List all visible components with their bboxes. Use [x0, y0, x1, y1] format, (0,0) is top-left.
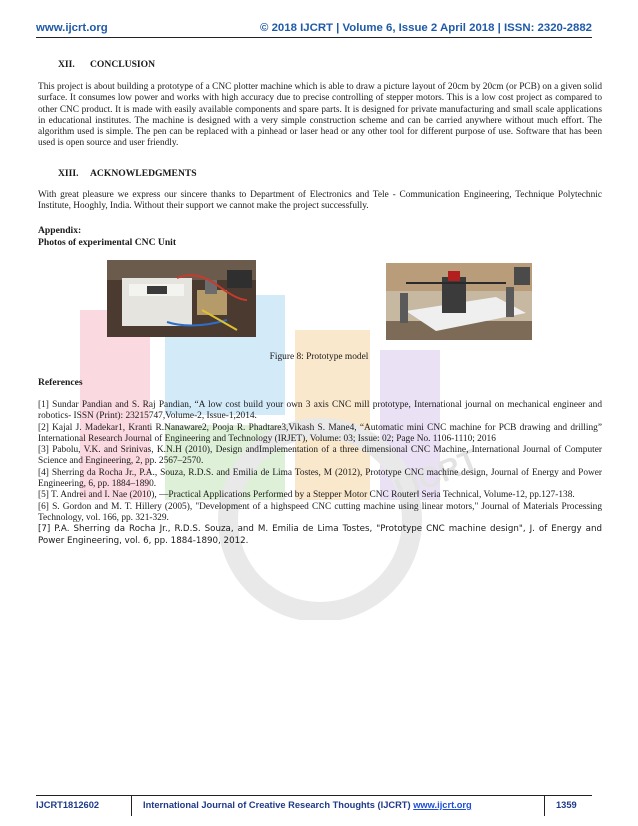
acknowledgments-heading: [58, 168, 197, 179]
conclusion-heading: [58, 59, 155, 70]
reference-item: [4] Sherring da Rocha Jr., P.A., Souza, R.D.S. and Emilia de Lima Tostes, M (2012), Prototype CNC machine design, Journal of Energy and Power Engineering, 6, pp. 1884–1890.: [38, 467, 602, 490]
watermark-text: IJCRT: [390, 443, 483, 507]
reference-item: [1] Sundar Pandian and S. Raj Pandian, “A low cost build your own 3 axis CNC mill prototype, International journal on mechanical engineer and robotics- ISSN (Print): 23215747,Volume-2, Issue-1,2014.: [38, 400, 602, 422]
figure-caption: Figure 8: Prototype model: [269, 352, 369, 362]
footer-page-number: 1359: [556, 800, 577, 810]
appendix-heading: Appendix:: [38, 225, 82, 236]
references-list: [38, 400, 602, 547]
header-journal-info: © 2018 IJCRT | Volume 6, Issue 2 April 2018 | ISSN: 2320-2882: [260, 22, 592, 34]
cnc-photo-top-view: [107, 260, 256, 337]
conclusion-number: XII.: [58, 59, 75, 70]
references-heading: References: [38, 377, 83, 388]
reference-item: [7] P.A. Sherring da Rocha Jr., R.D.S. Souza, and M. Emilia de Lima Tostes, "Prototype CNC machine design", J. of Energy and Power Engineering, vol. 6, pp. 1884-1890, 2012.: [38, 524, 602, 546]
reference-item: [3] Pabolu, V.K. and Srinivas, K.N.H (2010), Design andImplementation of a three dimensional CNC Machine, International Journal of Computer Science and Engineering, 2, pp. 2567–2570.: [38, 445, 602, 467]
acknowledgments-paragraph: With great pleasure we express our sincere thanks to Department of Electronics and Tele - Communication Engineering, Technique Polytechnic Institute, Hooghly, India. Without their support we cannot make the project successfully.: [38, 190, 602, 212]
acknowledgments-number: XIII.: [58, 168, 79, 179]
conclusion-paragraph: This project is about building a prototype of a CNC plotter machine which is able to draw a picture layout of 20cm by 20cm (or PCB) on a given solid surface. It consumes low power and works with high accuracy due to precise controlling of stepper motors. This is a low cost project as compared to other CNC product. It is made with easily available components and spare parts. It is designed for private manufacturing and small scale applications in educational institutes. The machine is designed with a very simple construction scheme and can be carried anywhere without much effort. The algorithm used is simple. The pen can be replaced with a pinhead or laser head or any other tool for different purpose of use. Software that has been used is open source and user friendly.: [38, 82, 602, 149]
header-site-link[interactable]: www.ijcrt.org: [36, 22, 108, 34]
reference-item: [2] Kajal J. Madekar1, Kranti R.Nanaware2, Pooja R. Phadtare3,Vikash S. Mane4, “Automatic mini CNC machine for PCB drawing and drilling” International Research Journal of Engineering and Technology (IRJET), Volume: 03; Issue: 02; Page No. 1106-1110; 2016: [38, 422, 602, 444]
footer-paper-id: IJCRT1812602: [36, 800, 100, 810]
header-rule: [36, 37, 592, 38]
footer-rule: [36, 795, 592, 796]
page-header: [36, 22, 592, 36]
page-footer: [36, 800, 592, 814]
footer-journal-name: International Journal of Creative Research Thoughts (IJCRT) www.ijcrt.org: [143, 800, 472, 810]
cnc-photo-side-view: [386, 263, 532, 340]
conclusion-title: CONCLUSION: [90, 59, 156, 70]
reference-item: [5] T. Andrei and I. Nae (2010), ―Practical Applications Performed by a Stepper Motor CNC Routerǁ Seria Technical, Volume-12, pp.127-138.: [38, 490, 575, 501]
footer-journal-link[interactable]: www.ijcrt.org: [413, 800, 472, 810]
reference-item: [6] S. Gordon and M. T. Hillery (2005), "Development of a highspeed CNC cutting machine using linear motors," Journal of Materials Processing Technology, vol. 166, pp. 321-329.: [38, 501, 602, 523]
appendix-subheading: Photos of experimental CNC Unit: [38, 237, 177, 248]
acknowledgments-title: ACKNOWLEDGMENTS: [90, 168, 197, 179]
